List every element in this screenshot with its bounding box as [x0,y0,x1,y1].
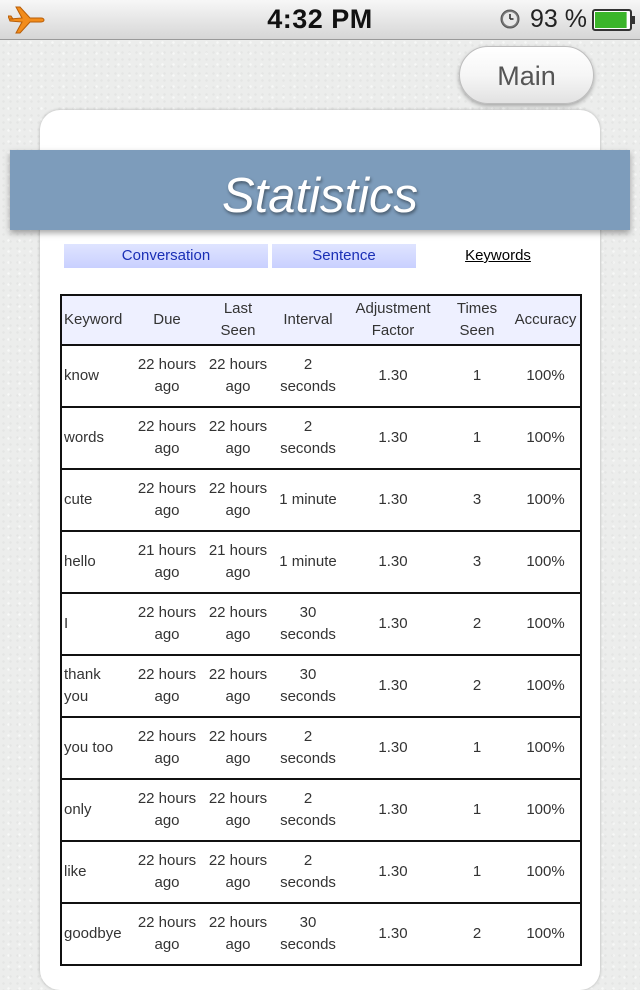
column-header-last-seen: Last Seen [203,295,273,345]
cell-due: 22 hours ago [131,469,203,531]
cell-due: 22 hours ago [131,407,203,469]
cell-last-seen: 22 hours ago [203,903,273,965]
cell-accuracy: 100% [511,779,581,841]
cell-adjustment-factor: 1.30 [343,903,443,965]
table-row [61,841,581,903]
column-header-times-seen: Times Seen [443,295,511,345]
table-row [61,779,581,841]
column-header-accuracy: Accuracy [511,295,581,345]
cell-adjustment-factor: 1.30 [343,469,443,531]
cell-due: 22 hours ago [131,779,203,841]
cell-times-seen: 2 [443,903,511,965]
cell-interval: 2 seconds [273,841,343,903]
cell-times-seen: 3 [443,531,511,593]
table-row [61,903,581,965]
cell-accuracy: 100% [511,903,581,965]
column-header-keyword: Keyword [61,295,131,345]
keyword-stats-table [60,294,582,966]
cell-times-seen: 2 [443,593,511,655]
clock-icon [500,9,520,29]
cell-times-seen: 1 [443,345,511,407]
cell-keyword: goodbye [61,903,131,965]
cell-times-seen: 3 [443,469,511,531]
cell-keyword: I [61,593,131,655]
table-header-row [61,295,581,345]
cell-last-seen: 22 hours ago [203,593,273,655]
column-header-due: Due [131,295,203,345]
tab-keywords[interactable]: Keywords [465,247,531,264]
cell-keyword: words [61,407,131,469]
page-title: Statistics [221,169,419,223]
cell-interval: 1 minute [273,531,343,593]
cell-last-seen: 22 hours ago [203,469,273,531]
cell-accuracy: 100% [511,345,581,407]
cell-adjustment-factor: 1.30 [343,345,443,407]
table-row [61,469,581,531]
cell-due: 22 hours ago [131,717,203,779]
cell-adjustment-factor: 1.30 [343,531,443,593]
cell-interval: 2 seconds [273,345,343,407]
cell-keyword: thank you [61,655,131,717]
battery-icon [592,9,636,31]
cell-accuracy: 100% [511,407,581,469]
cell-keyword: cute [61,469,131,531]
table-row [61,593,581,655]
cell-keyword: know [61,345,131,407]
cell-interval: 1 minute [273,469,343,531]
cell-times-seen: 1 [443,717,511,779]
cell-adjustment-factor: 1.30 [343,593,443,655]
cell-accuracy: 100% [511,593,581,655]
tab-sentence[interactable]: Sentence [272,244,416,268]
cell-last-seen: 22 hours ago [203,345,273,407]
cell-keyword: you too [61,717,131,779]
cell-times-seen: 1 [443,841,511,903]
cell-times-seen: 1 [443,779,511,841]
cell-accuracy: 100% [511,531,581,593]
title-banner [10,150,630,230]
battery-percent: 93 % [530,5,587,33]
column-header-interval: Interval [273,295,343,345]
cell-last-seen: 22 hours ago [203,655,273,717]
cell-last-seen: 22 hours ago [203,779,273,841]
cell-adjustment-factor: 1.30 [343,841,443,903]
cell-accuracy: 100% [511,841,581,903]
status-bar [0,0,640,40]
column-header-adjustment-factor: Adjustment Factor [343,295,443,345]
cell-keyword: hello [61,531,131,593]
cell-due: 22 hours ago [131,841,203,903]
cell-due: 22 hours ago [131,655,203,717]
cell-interval: 2 seconds [273,717,343,779]
table-row [61,655,581,717]
cell-keyword: only [61,779,131,841]
cell-times-seen: 1 [443,407,511,469]
table-row [61,407,581,469]
cell-accuracy: 100% [511,469,581,531]
cell-due: 21 hours ago [131,531,203,593]
table-row [61,717,581,779]
cell-last-seen: 22 hours ago [203,841,273,903]
table-row [61,345,581,407]
table-row [61,531,581,593]
cell-last-seen: 21 hours ago [203,531,273,593]
cell-last-seen: 22 hours ago [203,407,273,469]
main-button[interactable]: Main [459,46,594,104]
cell-interval: 2 seconds [273,779,343,841]
cell-adjustment-factor: 1.30 [343,407,443,469]
cell-interval: 30 seconds [273,655,343,717]
cell-interval: 30 seconds [273,593,343,655]
cell-interval: 2 seconds [273,407,343,469]
tab-conversation[interactable]: Conversation [64,244,268,268]
cell-adjustment-factor: 1.30 [343,779,443,841]
cell-accuracy: 100% [511,717,581,779]
cell-adjustment-factor: 1.30 [343,717,443,779]
cell-accuracy: 100% [511,655,581,717]
cell-times-seen: 2 [443,655,511,717]
cell-interval: 30 seconds [273,903,343,965]
cell-adjustment-factor: 1.30 [343,655,443,717]
cell-due: 22 hours ago [131,903,203,965]
cell-keyword: like [61,841,131,903]
cell-due: 22 hours ago [131,593,203,655]
cell-due: 22 hours ago [131,345,203,407]
status-time: 4:32 PM [267,4,373,34]
cell-last-seen: 22 hours ago [203,717,273,779]
